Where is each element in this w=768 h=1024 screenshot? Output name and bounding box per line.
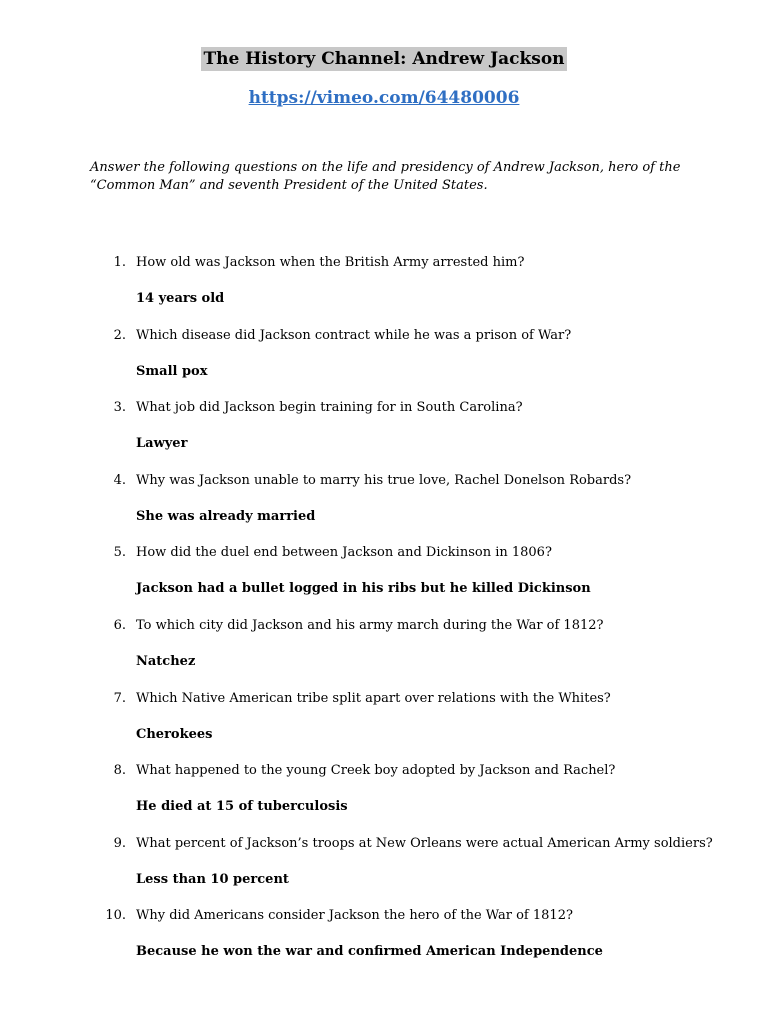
question-item xyxy=(100,761,740,834)
question-number: 8. xyxy=(113,763,126,779)
question-list xyxy=(100,253,740,979)
question-item xyxy=(100,906,740,979)
answer-text: Cherokees xyxy=(136,726,213,742)
answer-text: 14 years old xyxy=(136,291,225,306)
title-wrap xyxy=(0,47,768,71)
question-text: How old was Jackson when the British Army arrested him? xyxy=(136,255,525,270)
question-number: 1. xyxy=(113,255,126,270)
question-number: 6. xyxy=(113,617,126,633)
answer-text: Jackson had a bullet logged in his ribs but he killed Dickinson xyxy=(136,581,591,597)
question-number: 9. xyxy=(113,835,126,851)
answer-text: She was already married xyxy=(136,508,316,524)
question-text: What percent of Jackson’s troops at New Orleans were actual American Army soldiers? xyxy=(136,835,713,851)
question-text: Which disease did Jackson contract while he was a prison of War? xyxy=(136,327,572,343)
question-item xyxy=(100,253,740,326)
question-number: 7. xyxy=(113,690,126,706)
video-link[interactable]: https://vimeo.com/64480006 xyxy=(248,88,520,108)
question-text: How did the duel end between Jackson and Dickinson in 1806? xyxy=(136,545,552,561)
answer-text: Lawyer xyxy=(136,436,188,452)
question-text: What happened to the young Creek boy adopted by Jackson and Rachel? xyxy=(136,763,616,779)
question-item xyxy=(100,543,740,616)
question-number: 4. xyxy=(113,472,126,488)
question-number: 5. xyxy=(113,545,126,561)
question-item xyxy=(100,326,740,399)
question-number: 3. xyxy=(113,400,126,416)
question-text: Why did Americans consider Jackson the hero of the War of 1812? xyxy=(136,908,573,924)
answer-text: Natchez xyxy=(136,653,196,669)
question-item xyxy=(100,616,740,689)
question-item xyxy=(100,398,740,471)
link-wrap xyxy=(0,86,768,110)
question-number: 10. xyxy=(105,908,126,924)
question-text: Which Native American tribe split apart over relations with the Whites? xyxy=(136,690,611,706)
question-text: Why was Jackson unable to marry his true love, Rachel Donelson Robards? xyxy=(136,472,632,488)
question-text: What job did Jackson begin training for in South Carolina? xyxy=(136,400,523,416)
answer-text: Small pox xyxy=(136,363,208,379)
answer-text: Because he won the war and confirmed American Independence xyxy=(136,944,603,960)
page-title: The History Channel: Andrew Jackson xyxy=(203,49,565,69)
question-text: To which city did Jackson and his army march during the War of 1812? xyxy=(136,617,604,633)
answer-text: He died at 15 of tuberculosis xyxy=(136,799,348,815)
question-item xyxy=(100,471,740,544)
intro-text: Answer the following questions on the life and presidency of Andrew Jackson, hero of the “Common Man” and seventh President of the United States. xyxy=(90,160,681,193)
question-number: 2. xyxy=(113,327,126,343)
question-item xyxy=(100,834,740,907)
question-item xyxy=(100,689,740,762)
answer-text: Less than 10 percent xyxy=(136,871,289,887)
